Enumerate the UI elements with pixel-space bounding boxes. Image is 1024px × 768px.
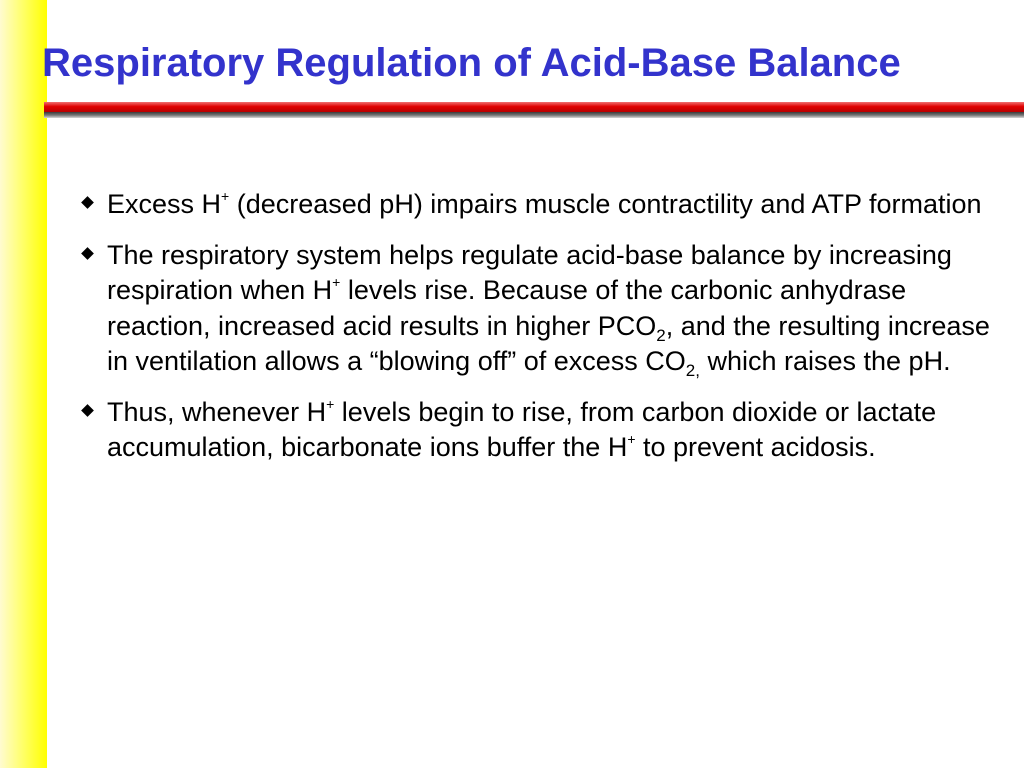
- title-underline-shadow: [44, 112, 1024, 118]
- text-segment: levels begin to rise, from carbon dioxide or lactate accumulation, bicarbonate ions buffer the H: [107, 396, 937, 462]
- superscript: +: [627, 431, 636, 447]
- left-accent-bar: [0, 0, 47, 768]
- subscript: 2,: [685, 361, 700, 380]
- bullet-item: [80, 187, 1000, 223]
- bullet-text: [107, 239, 990, 380]
- text-segment: to prevent acidosis.: [635, 432, 876, 462]
- text-segment: which raises the pH.: [699, 346, 951, 376]
- text-segment: levels rise. Because of the carbonic anhydrase reaction, increased acid results in higher PCO: [107, 275, 907, 341]
- diamond-bullet-icon: [81, 247, 94, 260]
- superscript: +: [326, 395, 335, 412]
- diamond-bullet-icon: [81, 404, 94, 417]
- text-segment: (decreased pH) impairs muscle contractility and ATP formation: [229, 189, 982, 219]
- slide-title: Respiratory Regulation of Acid-Base Balance: [42, 41, 901, 85]
- title-underline-red: [44, 102, 1024, 112]
- text-segment: The respiratory system helps regulate acid-base balance by increasing respiration when H: [107, 239, 952, 305]
- bullet-item: [80, 238, 1000, 380]
- bullet-text: [107, 189, 982, 219]
- text-segment: , and the resulting increase in ventilation allows a “blowing off” of excess CO: [107, 310, 990, 376]
- superscript: +: [332, 274, 341, 290]
- subscript: 2: [656, 325, 666, 345]
- bullet-text: [107, 397, 936, 463]
- title-underline: [44, 102, 1024, 118]
- bullet-item: [80, 395, 1000, 466]
- diamond-bullet-icon: [81, 196, 94, 209]
- superscript: +: [221, 188, 230, 204]
- text-segment: Thus, whenever H: [107, 396, 327, 427]
- text-segment: Excess H: [107, 189, 222, 219]
- bullet-list: [80, 187, 1000, 481]
